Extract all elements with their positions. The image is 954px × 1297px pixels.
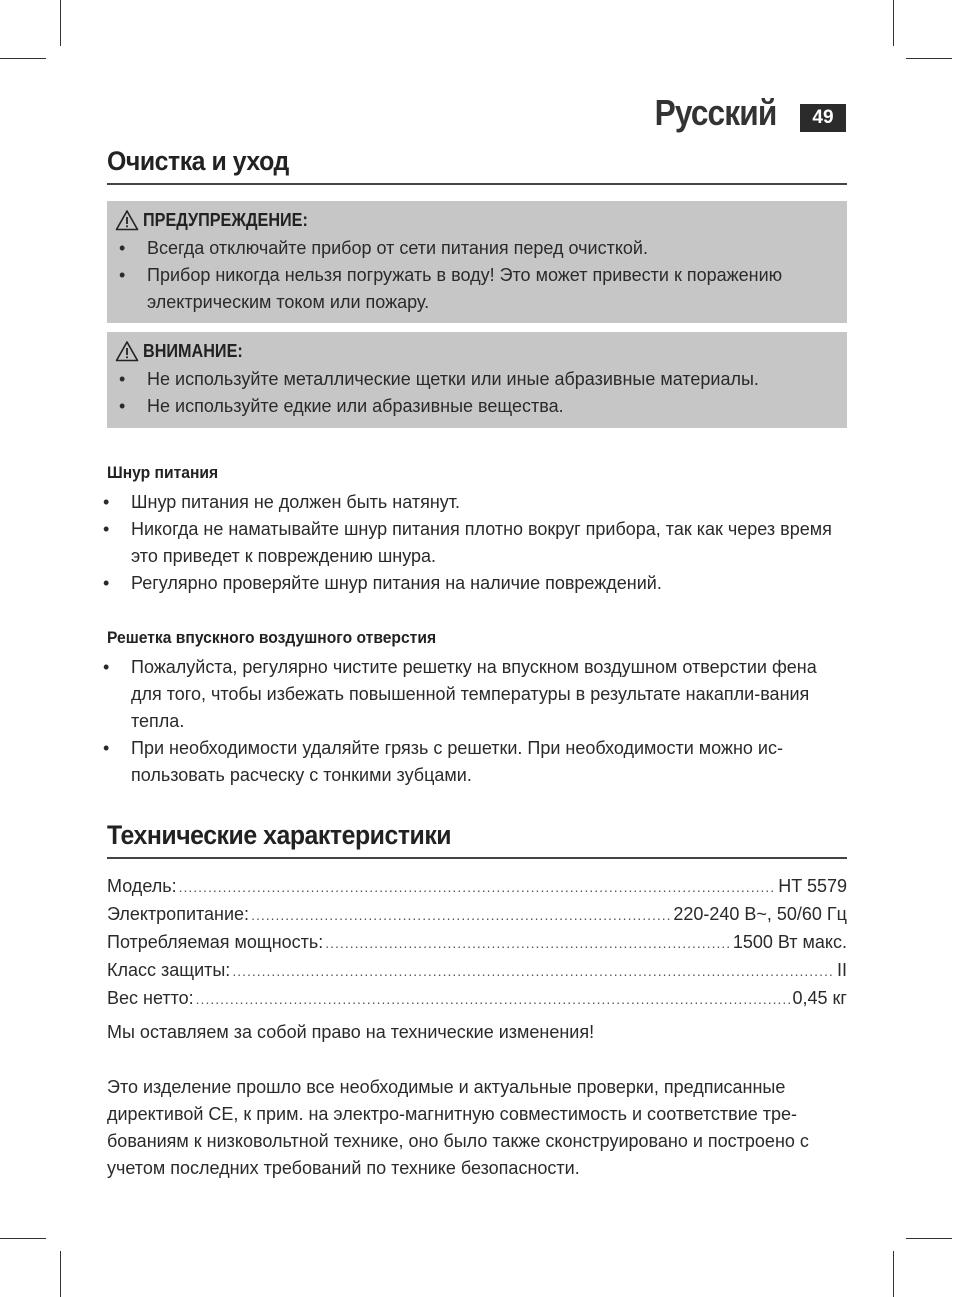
spec-label: Вес нетто: [107,988,194,1008]
list-item: • Не используйте едкие или абразивные вещества. [115,393,835,420]
dot-leader [196,986,791,1013]
spec-label: Модель: [107,876,177,896]
spec-label: Потребляемая мощность: [107,932,324,952]
warning-box [107,201,847,323]
crop-mark [0,1238,46,1239]
spec-value: 0,45 кг [792,988,847,1008]
crop-mark [893,0,894,46]
list-item: • Пожалуйста, регулярно чистите решетку на впускном воздушном отверстии фена для того, чтобы избежать повышенной температуры в результате накапли-вания тепла. [99,654,847,735]
spec-row [107,985,847,1013]
section-title: Технические характеристики [107,820,847,859]
warning-triangle-icon [115,209,139,231]
spec-value: 220-240 В~, 50/60 Гц [673,904,847,924]
dot-leader [325,930,731,957]
warning-title: ПРЕДУПРЕЖДЕНИЕ: [115,209,835,231]
spec-value: HT 5579 [778,876,847,896]
changes-note: Мы оставляем за собой право на технические изменения! [107,1022,595,1042]
cleaning-section-header [107,146,847,185]
spec-label: Класс защиты: [107,960,231,980]
subsection-title: Шнур питания [107,463,219,482]
crop-mark [0,58,46,59]
list-item: • Прибор никогда нельзя погружать в воду! Это может привести к поражению электрическим током или пожару. [115,262,835,316]
subsection-title: Решетка впускного воздушного отверстия [107,628,437,647]
spec-value: II [836,960,847,980]
spec-row [107,901,847,929]
warning-triangle-icon [115,340,139,362]
list-item: • При необходимости удаляйте грязь с решетки. При необходимости можно ис-пользовать расческу с тонкими зубцами. [99,735,847,789]
crop-mark [60,1251,61,1297]
warning-list [115,235,835,316]
grille-list [99,654,847,789]
spec-label: Электропитание: [107,904,250,924]
list-item: • Всегда отключайте прибор от сети питания перед очисткой. [115,235,835,262]
list-item: • Регулярно проверяйте шнур питания на наличие повреждений. [99,570,847,597]
spec-value: 1500 Вт макс. [732,932,847,952]
dot-leader [232,958,835,985]
crop-mark [60,0,61,46]
caution-title: ВНИМАНИЕ: [115,340,835,362]
compliance-note: Это изделение прошло все необходимые и актуальные проверки, предписанные директивой СЕ, к прим. на электро-магнитную совместимость и соответствие тре-бованиям к низковольтной технике, оно было также сконструировано и построено с учетом последних требований по технике безопасности. [107,1077,809,1178]
list-item: • Шнур питания не должен быть натянут. [99,489,847,516]
cord-list [99,489,847,597]
caution-box [107,332,847,428]
dot-leader [179,874,777,901]
language-title: Русский [654,92,776,133]
caution-list [115,366,835,420]
specs-section-header [107,820,847,859]
dot-leader [251,902,671,929]
list-item: • Никогда не наматывайте шнур питания плотно вокруг прибора, так как через время это приведет к повреждению шнура. [99,516,847,570]
section-title: Очистка и уход [107,146,847,185]
list-item: • Не используйте металлические щетки или иные абразивные материалы. [115,366,835,393]
grille-section [107,628,847,789]
crop-mark [906,58,952,59]
page-number: 49 [800,104,846,132]
cord-section [107,463,847,597]
crop-mark [906,1238,952,1239]
spec-row [107,957,847,985]
specs-table [107,873,847,1013]
spec-row [107,929,847,957]
crop-mark [893,1251,894,1297]
spec-row [107,873,847,901]
